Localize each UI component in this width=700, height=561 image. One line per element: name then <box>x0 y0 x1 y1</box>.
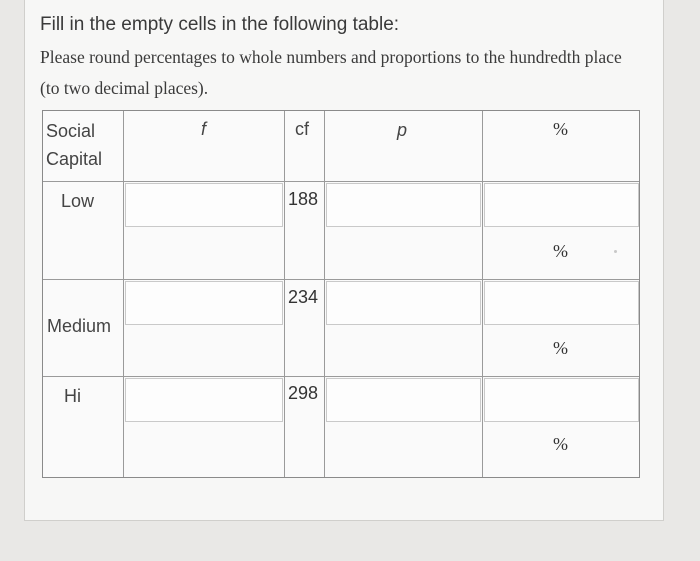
question-instructions: Please round percentages to whole numbers and proportions to the hundredth place (to two decimal places). <box>40 47 622 98</box>
percent-input-low[interactable] <box>484 183 639 227</box>
f-input-medium[interactable] <box>125 281 283 325</box>
header-percent: % <box>553 119 568 139</box>
table-divider <box>43 279 639 280</box>
table-divider <box>324 111 325 477</box>
header-p: p <box>397 120 408 140</box>
percent-symbol-medium: % <box>553 338 568 358</box>
cf-value-low: 188 <box>288 189 319 209</box>
percent-symbol-low: % <box>553 241 568 261</box>
question-title: Fill in the empty cells in the following table: <box>40 14 400 35</box>
percent-input-medium[interactable] <box>484 281 639 325</box>
p-input-medium[interactable] <box>326 281 481 325</box>
table-divider <box>43 376 639 377</box>
row-label-medium: Medium <box>47 316 112 336</box>
percent-symbol-hi: % <box>553 434 568 454</box>
table-divider <box>284 111 285 477</box>
header-cf: cf <box>295 119 310 139</box>
p-input-hi[interactable] <box>326 378 481 422</box>
cf-value-medium: 234 <box>288 287 319 307</box>
frequency-table <box>42 110 640 478</box>
f-input-low[interactable] <box>125 183 283 227</box>
cf-value-hi: 298 <box>288 383 319 403</box>
p-input-low[interactable] <box>326 183 481 227</box>
row-label-low: Low <box>61 191 95 211</box>
table-divider <box>482 111 483 477</box>
decorative-dot <box>614 250 617 253</box>
percent-input-hi[interactable] <box>484 378 639 422</box>
table-divider <box>43 181 639 182</box>
table-divider <box>123 111 124 477</box>
f-input-hi[interactable] <box>125 378 283 422</box>
header-social-capital: Social Capital <box>46 121 103 169</box>
header-f: f <box>201 119 207 139</box>
row-label-hi: Hi <box>64 386 81 406</box>
